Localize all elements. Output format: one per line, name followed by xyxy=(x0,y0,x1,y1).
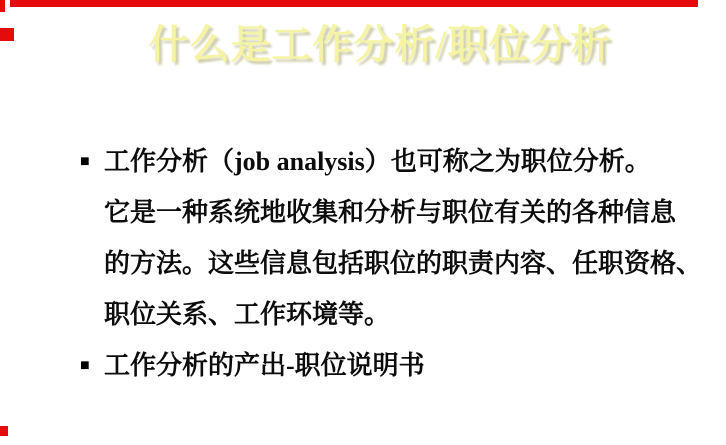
bullet-item-line xyxy=(0,136,726,187)
bullet1-line1: 工作分析（job analysis）也可称之为职位分析。 xyxy=(104,147,651,176)
bullet-continuation-line xyxy=(0,187,726,238)
bullet-continuation-line xyxy=(0,289,726,340)
bullet1-line3: 的方法。这些信息包括职位的职责内容、任职资格、 xyxy=(104,249,703,278)
bullet2-line1: 工作分析的产出-职位说明书 xyxy=(104,351,425,380)
bullet1-line2: 它是一种系统地收集和分析与职位有关的各种信息 xyxy=(104,198,677,227)
top-left-corner-accent xyxy=(0,0,5,12)
square-bullet-icon: ■ xyxy=(80,153,90,170)
bullet1-line4: 职位关系、工作环境等。 xyxy=(104,300,391,329)
bullet-list xyxy=(0,136,726,391)
slide-title: 什么是工作分析/职位分析 xyxy=(148,22,612,67)
bottom-left-accent-square xyxy=(0,426,8,436)
square-bullet-icon: ■ xyxy=(80,357,90,374)
bullet-item-line xyxy=(0,340,726,391)
bullet-continuation-line xyxy=(0,238,726,289)
top-accent-bar xyxy=(10,0,698,7)
